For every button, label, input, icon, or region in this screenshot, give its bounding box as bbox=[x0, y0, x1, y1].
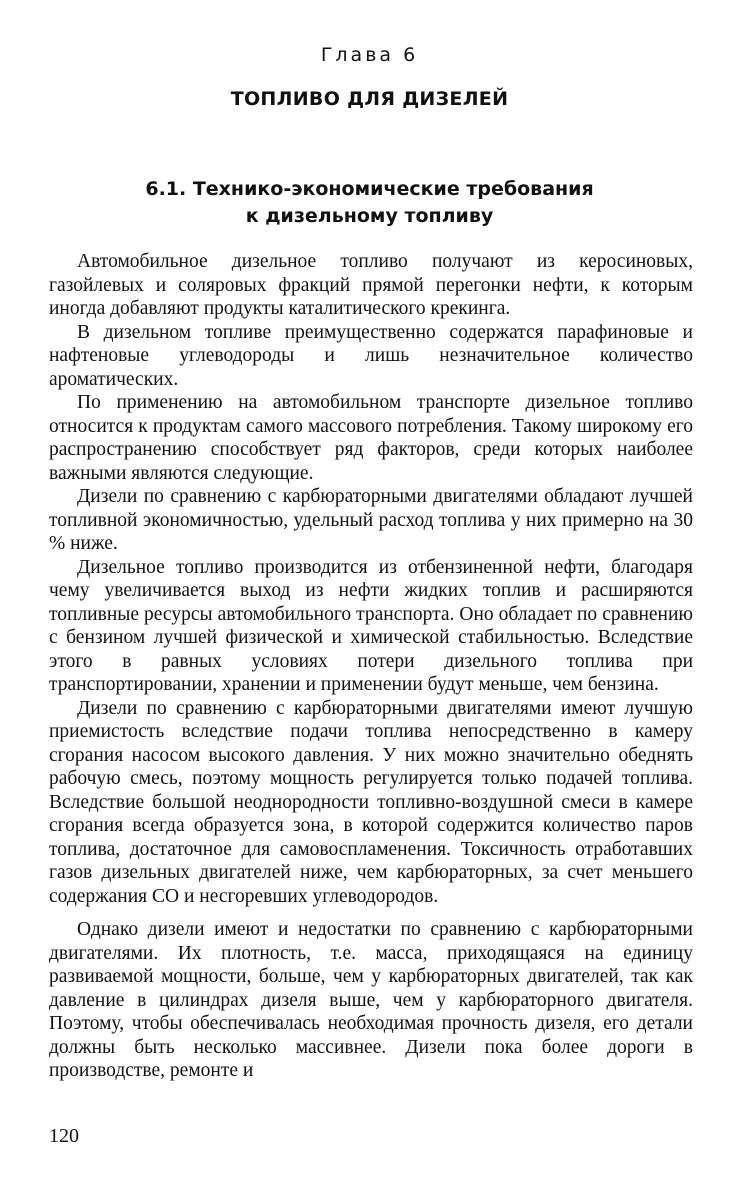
section-title-line-2: к дизельному топливу bbox=[245, 205, 494, 227]
paragraph-7: Однако дизели имеют и недостатки по сравнению с карбюраторными двигателями. Их плотность, т.е. масса, приходящаяся на единицу развиваемой мощности, больше, чем у карбюраторных двигателей, так как давление в цилиндрах дизеля выше, чем у карбюраторного двигателя. Поэтому, чтобы обеспечивалась необходимая прочность дизеля, его детали должны быть несколько массивнее. Дизели пока более дороги в производстве, ремонте и bbox=[49, 919, 693, 1081]
paragraph-6: Дизели по сравнению с карбюраторными двигателями имеют лучшую приемистость вследствие подачи топлива непосредственно в камеру сгорания насосом высокого давления. У них можно значительно обеднять рабочую смесь, поэтому мощность регулируется только подачей топлива. Вследствие большой неоднородности топливно-воздушной смеси в камере сгорания всегда образуется зона, в которой содержится количество паров топлива, достаточное для самовоспламенения. Токсичность отработавших газов дизельных двигателей ниже, чем карбюраторных, за счет меньшего содержания СО и несгоревших углеводородов. bbox=[49, 697, 693, 907]
paragraph-3: По применению на автомобильном транспорте дизельное топливо относится к продуктам самого массового потребления. Такому широкому его распространению способствует ряд факторов, среди которых наиболее важными являются следующие. bbox=[49, 392, 693, 484]
page-number: 120 bbox=[49, 1125, 79, 1147]
chapter-title: ТОПЛИВО ДЛЯ ДИЗЕЛЕЙ bbox=[230, 88, 509, 110]
paragraph-5: Дизельное топливо производится из отбензиненной нефти, благодаря чему увеличивается выход из нефти жидких топлив и расширяются топливные ресурсы автомобильного транспорта. Оно обладает по сравнению с бензином лучшей физической и химической стабильностью. Вследствие этого в равных условиях потери дизельного топлива при транспортировании, хранении и применении будут меньше, чем бензина. bbox=[49, 556, 693, 695]
section-title bbox=[0, 176, 739, 230]
body-text bbox=[49, 250, 693, 1083]
section-title-line-1: 6.1. Технико-экономические требования bbox=[145, 178, 594, 200]
paragraph-1: Автомобильное дизельное топливо получают из керосиновых, газойлевых и соляровых фракций прямой перегонки нефти, к которым иногда добавляют продукты каталитического крекинга. bbox=[49, 251, 693, 319]
paragraph-2: В дизельном топливе преимущественно содержатся парафиновые и нафтеновые углеводороды и лишь незначительное количество ароматических. bbox=[49, 321, 693, 390]
paragraph-4: Дизели по сравнению с карбюраторными двигателями обладают лучшей топливной экономичностью, удельный расход топлива у них примерно на 30 % ниже. bbox=[49, 486, 693, 554]
chapter-label: Глава 6 bbox=[320, 44, 419, 66]
